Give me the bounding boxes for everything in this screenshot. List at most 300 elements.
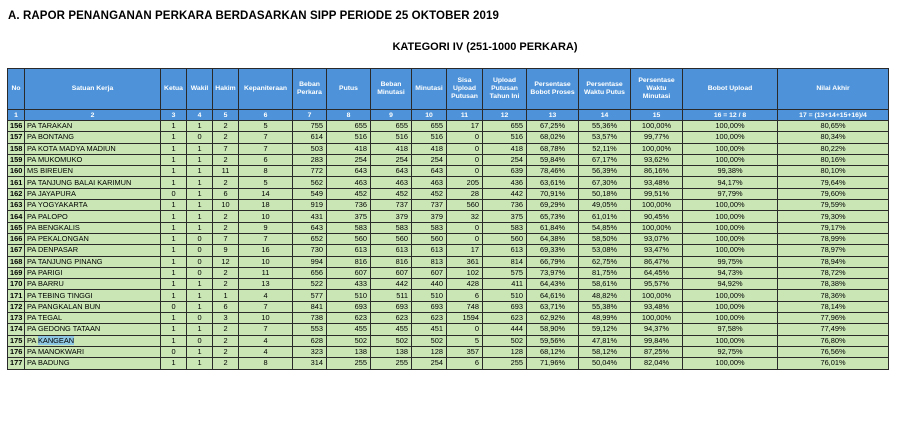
- table-cell: 77,49%: [778, 324, 889, 335]
- table-cell: 65,73%: [527, 211, 579, 222]
- row-number: 158: [8, 143, 25, 154]
- table-cell: 2: [213, 211, 239, 222]
- table-cell: 255: [371, 358, 412, 369]
- table-cell: 2: [213, 358, 239, 369]
- table-cell: 655: [483, 121, 527, 132]
- table-cell: 1: [161, 154, 187, 165]
- column-header: Nilai Akhir: [778, 69, 889, 110]
- table-cell: 1: [187, 301, 213, 312]
- table-cell: 1: [161, 335, 187, 346]
- table-cell: 1: [161, 245, 187, 256]
- row-number: 159: [8, 154, 25, 165]
- table-cell: 255: [327, 358, 371, 369]
- row-number: 161: [8, 177, 25, 188]
- table-cell: 10: [239, 211, 293, 222]
- table-cell: 71,96%: [527, 358, 579, 369]
- table-cell: 502: [371, 335, 412, 346]
- table-cell: 1: [187, 222, 213, 233]
- table-cell: 64,38%: [527, 233, 579, 244]
- column-header: No: [8, 69, 25, 110]
- table-cell: 67,25%: [527, 121, 579, 132]
- satuan-kerja-cell: PA TANJUNG BALAI KARIMUN: [25, 177, 161, 188]
- satuan-kerja-cell: PA TEGAL: [25, 313, 161, 324]
- table-cell: 4: [239, 290, 293, 301]
- table-cell: 99,84%: [631, 335, 683, 346]
- table-cell: 614: [293, 132, 327, 143]
- table-cell: 205: [447, 177, 483, 188]
- table-cell: 1: [187, 143, 213, 154]
- table-cell: 643: [293, 222, 327, 233]
- table-cell: 64,61%: [527, 290, 579, 301]
- table-cell: 1: [187, 166, 213, 177]
- table-cell: 63,71%: [527, 301, 579, 312]
- table-cell: 10: [213, 200, 239, 211]
- column-number: 4: [187, 110, 213, 121]
- table-cell: 693: [371, 301, 412, 312]
- satuan-kerja-cell: PA PEKALONGAN: [25, 233, 161, 244]
- satuan-kerja-cell: MS BIREUEN: [25, 166, 161, 177]
- table-cell: 68,02%: [527, 132, 579, 143]
- table-cell: 772: [293, 166, 327, 177]
- table-cell: 100,00%: [683, 211, 778, 222]
- table-cell: 68,78%: [527, 143, 579, 154]
- table-cell: 28: [447, 188, 483, 199]
- column-number: 11: [447, 110, 483, 121]
- satuan-kerja-cell: PA KOTA MADYA MADIUN: [25, 143, 161, 154]
- table-cell: 66,79%: [527, 256, 579, 267]
- table-cell: 314: [293, 358, 327, 369]
- table-cell: 254: [412, 358, 447, 369]
- row-number: 172: [8, 301, 25, 312]
- table-cell: 80,22%: [778, 143, 889, 154]
- table-row: [8, 177, 889, 188]
- table-cell: 418: [483, 143, 527, 154]
- table-cell: 55,38%: [579, 301, 631, 312]
- table-cell: 17: [447, 245, 483, 256]
- table-cell: 463: [371, 177, 412, 188]
- table-cell: 79,60%: [778, 188, 889, 199]
- row-number: 165: [8, 222, 25, 233]
- table-cell: 54,85%: [579, 222, 631, 233]
- table-cell: 442: [371, 279, 412, 290]
- satuan-kerja-cell: PA MANOKWARI: [25, 346, 161, 357]
- satuan-kerja-cell: PA GEDONG TATAAN: [25, 324, 161, 335]
- table-cell: 655: [412, 121, 447, 132]
- table-cell: 510: [483, 290, 527, 301]
- column-header: Beban Perkara: [293, 69, 327, 110]
- table-cell: 1: [187, 358, 213, 369]
- table-cell: 12: [213, 256, 239, 267]
- table-cell: 254: [327, 154, 371, 165]
- column-number: 9: [371, 110, 412, 121]
- table-cell: 5: [239, 177, 293, 188]
- table-cell: 463: [327, 177, 371, 188]
- table-cell: 99,51%: [631, 188, 683, 199]
- table-cell: 436: [483, 177, 527, 188]
- table-cell: 463: [412, 177, 447, 188]
- table-cell: 1: [161, 166, 187, 177]
- table-cell: 50,04%: [579, 358, 631, 369]
- table-cell: 78,97%: [778, 245, 889, 256]
- table-cell: 2: [213, 121, 239, 132]
- table-cell: 1: [187, 324, 213, 335]
- table-cell: 623: [483, 313, 527, 324]
- satuan-kerja-cell: PA TARAKAN: [25, 121, 161, 132]
- row-number: 162: [8, 188, 25, 199]
- column-number: 12: [483, 110, 527, 121]
- table-cell: 2: [213, 346, 239, 357]
- table-cell: 61,01%: [579, 211, 631, 222]
- table-cell: 643: [412, 166, 447, 177]
- table-cell: 816: [327, 256, 371, 267]
- table-cell: 9: [239, 222, 293, 233]
- table-cell: 0: [447, 233, 483, 244]
- table-cell: 48,99%: [579, 313, 631, 324]
- table-cell: 255: [483, 358, 527, 369]
- table-cell: 76,80%: [778, 335, 889, 346]
- table-cell: 1: [187, 154, 213, 165]
- table-cell: 431: [293, 211, 327, 222]
- table-cell: 1: [161, 132, 187, 143]
- table-cell: 643: [371, 166, 412, 177]
- table-cell: 502: [327, 335, 371, 346]
- table-cell: 93,07%: [631, 233, 683, 244]
- table-cell: 652: [293, 233, 327, 244]
- table-cell: 583: [483, 222, 527, 233]
- table-cell: 92,75%: [683, 346, 778, 357]
- table-row: [8, 324, 889, 335]
- table-cell: 58,90%: [527, 324, 579, 335]
- table-cell: 2: [213, 132, 239, 143]
- table-cell: 455: [327, 324, 371, 335]
- table-cell: 560: [371, 233, 412, 244]
- table-cell: 693: [483, 301, 527, 312]
- table-cell: 516: [327, 132, 371, 143]
- table-cell: 511: [371, 290, 412, 301]
- table-cell: 100,00%: [683, 154, 778, 165]
- table-cell: 7: [239, 132, 293, 143]
- table-cell: 510: [412, 290, 447, 301]
- column-number: 1: [8, 110, 25, 121]
- column-number: 10: [412, 110, 447, 121]
- table-cell: 99,77%: [631, 132, 683, 143]
- table-cell: 128: [483, 346, 527, 357]
- table-cell: 560: [483, 233, 527, 244]
- table-cell: 86,16%: [631, 166, 683, 177]
- table-cell: 0: [187, 132, 213, 143]
- table-cell: 814: [483, 256, 527, 267]
- table-cell: 6: [213, 188, 239, 199]
- table-cell: 80,34%: [778, 132, 889, 143]
- table-cell: 656: [293, 267, 327, 278]
- table-row: [8, 301, 889, 312]
- table-cell: 82,04%: [631, 358, 683, 369]
- table-cell: 451: [412, 324, 447, 335]
- table-cell: 433: [327, 279, 371, 290]
- table-cell: 94,73%: [683, 267, 778, 278]
- table-cell: 583: [412, 222, 447, 233]
- table-cell: 8: [239, 166, 293, 177]
- table-cell: 379: [412, 211, 447, 222]
- table-cell: 738: [293, 313, 327, 324]
- table-cell: 919: [293, 200, 327, 211]
- table-cell: 94,37%: [631, 324, 683, 335]
- table-cell: 1594: [447, 313, 483, 324]
- satuan-kerja-cell: PA TEBING TINGGI: [25, 290, 161, 301]
- table-cell: 93,62%: [631, 154, 683, 165]
- table-cell: 549: [293, 188, 327, 199]
- table-cell: 2: [213, 222, 239, 233]
- table-row: [8, 313, 889, 324]
- table-cell: 994: [293, 256, 327, 267]
- row-number: 160: [8, 166, 25, 177]
- table-cell: 100,00%: [683, 200, 778, 211]
- table-cell: 6: [447, 358, 483, 369]
- table-row: [8, 211, 889, 222]
- satuan-kerja-cell: PA MUKOMUKO: [25, 154, 161, 165]
- column-header: Hakim: [213, 69, 239, 110]
- table-cell: 78,38%: [778, 279, 889, 290]
- table-cell: 442: [483, 188, 527, 199]
- table-cell: 63,61%: [527, 177, 579, 188]
- table-cell: 623: [371, 313, 412, 324]
- table-cell: 737: [412, 200, 447, 211]
- row-number: 156: [8, 121, 25, 132]
- table-cell: 90,45%: [631, 211, 683, 222]
- table-cell: 2: [213, 154, 239, 165]
- table-cell: 0: [187, 335, 213, 346]
- table-cell: 737: [371, 200, 412, 211]
- table-cell: 18: [239, 200, 293, 211]
- table-cell: 503: [293, 143, 327, 154]
- table-cell: 94,17%: [683, 177, 778, 188]
- table-cell: 67,17%: [579, 154, 631, 165]
- table-cell: 623: [412, 313, 447, 324]
- table-cell: 639: [483, 166, 527, 177]
- table-cell: 128: [412, 346, 447, 357]
- table-cell: 2: [213, 324, 239, 335]
- table-cell: 0: [447, 222, 483, 233]
- table-row: [8, 279, 889, 290]
- table-cell: 418: [412, 143, 447, 154]
- table-cell: 95,57%: [631, 279, 683, 290]
- table-cell: 643: [327, 166, 371, 177]
- table-cell: 100,00%: [631, 143, 683, 154]
- table-row: [8, 245, 889, 256]
- table-cell: 7: [213, 233, 239, 244]
- table-cell: 0: [447, 132, 483, 143]
- table-cell: 10: [239, 256, 293, 267]
- table-cell: 583: [371, 222, 412, 233]
- table-cell: 78,46%: [527, 166, 579, 177]
- table-cell: 100,00%: [631, 200, 683, 211]
- table-cell: 841: [293, 301, 327, 312]
- satuan-kerja-cell: PA PALOPO: [25, 211, 161, 222]
- table-cell: 452: [412, 188, 447, 199]
- table-cell: 76,56%: [778, 346, 889, 357]
- column-header: Beban Minutasi: [371, 69, 412, 110]
- table-cell: 79,30%: [778, 211, 889, 222]
- table-row: [8, 358, 889, 369]
- table-cell: 254: [412, 154, 447, 165]
- table-cell: 7: [239, 324, 293, 335]
- table-cell: 80,16%: [778, 154, 889, 165]
- table-cell: 0: [161, 346, 187, 357]
- column-number: 13: [527, 110, 579, 121]
- row-number: 177: [8, 358, 25, 369]
- table-cell: 452: [371, 188, 412, 199]
- header-number-row: [8, 110, 889, 121]
- table-cell: 4: [239, 346, 293, 357]
- table-cell: 0: [187, 267, 213, 278]
- table-cell: 522: [293, 279, 327, 290]
- table-row: [8, 166, 889, 177]
- table-cell: 2: [213, 335, 239, 346]
- table-cell: 58,50%: [579, 233, 631, 244]
- table-cell: 1: [161, 279, 187, 290]
- table-cell: 100,00%: [683, 335, 778, 346]
- table-cell: 1: [161, 222, 187, 233]
- table-cell: 59,12%: [579, 324, 631, 335]
- column-number: 2: [25, 110, 161, 121]
- table-cell: 418: [371, 143, 412, 154]
- satuan-kerja-cell: PA BARRU: [25, 279, 161, 290]
- table-cell: 560: [327, 233, 371, 244]
- table-cell: 100,00%: [683, 301, 778, 312]
- satuan-kerja-cell: PA BONTANG: [25, 132, 161, 143]
- table-cell: 99,38%: [683, 166, 778, 177]
- column-number: 14: [579, 110, 631, 121]
- table-cell: 693: [412, 301, 447, 312]
- table-cell: 76,01%: [778, 358, 889, 369]
- table-row: [8, 121, 889, 132]
- table-cell: 81,75%: [579, 267, 631, 278]
- table-cell: 516: [371, 132, 412, 143]
- table-cell: 736: [327, 200, 371, 211]
- table-cell: 100,00%: [631, 313, 683, 324]
- table-cell: 100,00%: [683, 222, 778, 233]
- row-number: 173: [8, 313, 25, 324]
- table-cell: 575: [483, 267, 527, 278]
- table-cell: 7: [239, 233, 293, 244]
- table-cell: 100,00%: [683, 121, 778, 132]
- table-cell: 100,00%: [683, 132, 778, 143]
- table-cell: 87,25%: [631, 346, 683, 357]
- table-cell: 455: [371, 324, 412, 335]
- table-cell: 1: [161, 233, 187, 244]
- column-number: 15: [631, 110, 683, 121]
- table-row: [8, 256, 889, 267]
- table-cell: 1: [161, 211, 187, 222]
- row-number: 174: [8, 324, 25, 335]
- table-cell: 32: [447, 211, 483, 222]
- table-cell: 9: [213, 245, 239, 256]
- table-cell: 138: [327, 346, 371, 357]
- table-cell: 1: [161, 200, 187, 211]
- table-cell: 97,79%: [683, 188, 778, 199]
- row-number: 164: [8, 211, 25, 222]
- table-cell: 8: [239, 358, 293, 369]
- table-cell: 69,33%: [527, 245, 579, 256]
- table-cell: 1: [187, 211, 213, 222]
- table-cell: 73,97%: [527, 267, 579, 278]
- table-cell: 254: [371, 154, 412, 165]
- table-cell: 1: [161, 121, 187, 132]
- table-cell: 78,72%: [778, 267, 889, 278]
- table-cell: 80,65%: [778, 121, 889, 132]
- table-cell: 49,05%: [579, 200, 631, 211]
- table-cell: 2: [213, 279, 239, 290]
- report-title: A. RAPOR PENANGANAN PERKARA BERDASARKAN SIPP PERIODE 25 OKTOBER 2019: [8, 10, 499, 22]
- table-cell: 69,29%: [527, 200, 579, 211]
- column-number: 5: [213, 110, 239, 121]
- row-number: 171: [8, 290, 25, 301]
- table-cell: 440: [412, 279, 447, 290]
- table-cell: 655: [327, 121, 371, 132]
- table-cell: 1: [213, 290, 239, 301]
- table-cell: 607: [327, 267, 371, 278]
- table-cell: 1: [187, 290, 213, 301]
- table-cell: 47,81%: [579, 335, 631, 346]
- table-cell: 0: [447, 166, 483, 177]
- column-header: Sisa Upload Putusan: [447, 69, 483, 110]
- table-row: [8, 154, 889, 165]
- table-cell: 80,10%: [778, 166, 889, 177]
- table-cell: 138: [371, 346, 412, 357]
- column-number: 8: [327, 110, 371, 121]
- table-cell: 5: [239, 121, 293, 132]
- satuan-kerja-cell: PA PANGKALAN BUN: [25, 301, 161, 312]
- column-header: Persentase Bobot Proses: [527, 69, 579, 110]
- table-body: [8, 121, 889, 370]
- table-cell: 100,00%: [683, 358, 778, 369]
- table-cell: 79,64%: [778, 177, 889, 188]
- table-cell: 323: [293, 346, 327, 357]
- row-number: 163: [8, 200, 25, 211]
- table-cell: 16: [239, 245, 293, 256]
- table-cell: 1: [161, 358, 187, 369]
- column-number: 7: [293, 110, 327, 121]
- table-cell: 55,36%: [579, 121, 631, 132]
- table-cell: 736: [483, 200, 527, 211]
- column-header: Persentase Waktu Minutasi: [631, 69, 683, 110]
- table-cell: 94,92%: [683, 279, 778, 290]
- table-cell: 0: [187, 256, 213, 267]
- table-cell: 1: [161, 267, 187, 278]
- table-cell: 411: [483, 279, 527, 290]
- table-row: [8, 335, 889, 346]
- table-cell: 516: [483, 132, 527, 143]
- table-cell: 6: [447, 290, 483, 301]
- table-cell: 59,84%: [527, 154, 579, 165]
- table-cell: 755: [293, 121, 327, 132]
- table-cell: 64,43%: [527, 279, 579, 290]
- report-subtitle: KATEGORI IV (251-1000 PERKARA): [392, 41, 578, 53]
- table-cell: 97,58%: [683, 324, 778, 335]
- table-cell: 62,75%: [579, 256, 631, 267]
- table-cell: 375: [327, 211, 371, 222]
- table-cell: 613: [327, 245, 371, 256]
- table-cell: 1: [161, 324, 187, 335]
- table-cell: 100,00%: [631, 222, 683, 233]
- table-cell: 254: [483, 154, 527, 165]
- table-cell: 102: [447, 267, 483, 278]
- column-header: Persentase Waktu Putus: [579, 69, 631, 110]
- table-cell: 0: [161, 301, 187, 312]
- table-cell: 77,96%: [778, 313, 889, 324]
- table-cell: 13: [239, 279, 293, 290]
- column-number: 3: [161, 110, 187, 121]
